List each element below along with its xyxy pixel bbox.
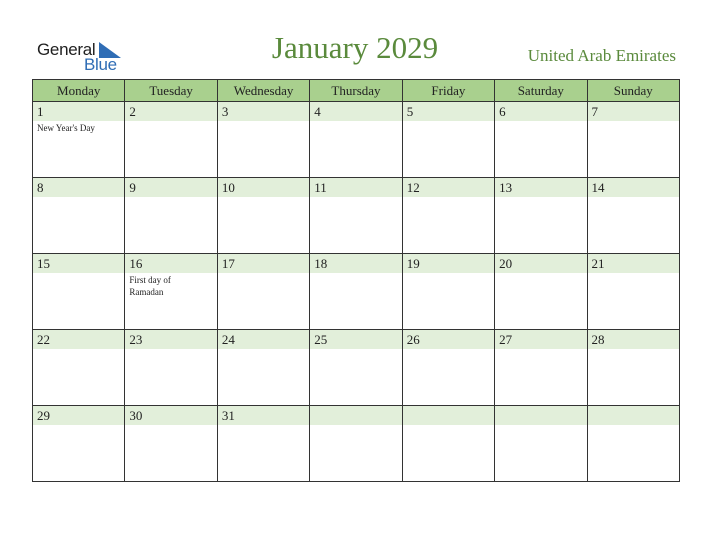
day-cell bbox=[217, 254, 309, 330]
holiday-label: First day of Ramadan bbox=[129, 275, 171, 297]
day-number: 22 bbox=[33, 330, 124, 349]
day-number: 11 bbox=[310, 178, 401, 197]
day-cell-empty bbox=[310, 406, 402, 482]
country-name: United Arab Emirates bbox=[527, 46, 676, 65]
weekday-sunday: Sunday bbox=[587, 80, 679, 102]
week-row bbox=[33, 102, 680, 178]
day-number: 23 bbox=[125, 330, 216, 349]
day-number: 6 bbox=[495, 102, 586, 121]
day-number: 31 bbox=[218, 406, 309, 425]
day-number: 12 bbox=[403, 178, 494, 197]
day-cell bbox=[402, 102, 494, 178]
weekday-wednesday: Wednesday bbox=[217, 80, 309, 102]
weekday-tuesday: Tuesday bbox=[125, 80, 217, 102]
day-number: 13 bbox=[495, 178, 586, 197]
day-number: 9 bbox=[125, 178, 216, 197]
day-cell bbox=[587, 330, 679, 406]
day-number: 2 bbox=[125, 102, 216, 121]
day-cell bbox=[587, 178, 679, 254]
holiday-label: New Year's Day bbox=[37, 123, 95, 133]
day-number: 3 bbox=[218, 102, 309, 121]
day-cell bbox=[33, 178, 125, 254]
day-cell bbox=[587, 102, 679, 178]
day-number: 7 bbox=[588, 102, 679, 121]
day-number: 21 bbox=[588, 254, 679, 273]
day-cell bbox=[125, 178, 217, 254]
calendar-title: January 2029 bbox=[271, 30, 439, 65]
day-cell bbox=[217, 330, 309, 406]
day-cell bbox=[125, 406, 217, 482]
day-number: 14 bbox=[588, 178, 679, 197]
week-row bbox=[33, 406, 680, 482]
day-number: 20 bbox=[495, 254, 586, 273]
weekday-monday: Monday bbox=[33, 80, 125, 102]
brand-name-blue: Blue bbox=[84, 55, 117, 74]
day-number bbox=[588, 406, 679, 425]
day-cell bbox=[125, 102, 217, 178]
weekday-thursday: Thursday bbox=[310, 80, 402, 102]
day-number: 24 bbox=[218, 330, 309, 349]
day-number: 26 bbox=[403, 330, 494, 349]
day-number: 1 bbox=[33, 102, 124, 121]
day-cell bbox=[33, 406, 125, 482]
day-cell bbox=[217, 102, 309, 178]
weekday-header-row bbox=[33, 80, 680, 102]
week-row bbox=[33, 330, 680, 406]
day-cell bbox=[402, 178, 494, 254]
day-cell bbox=[33, 254, 125, 330]
day-cell bbox=[587, 254, 679, 330]
day-number: 19 bbox=[403, 254, 494, 273]
day-cell bbox=[495, 102, 587, 178]
calendar-grid bbox=[32, 79, 680, 482]
day-number: 25 bbox=[310, 330, 401, 349]
day-cell bbox=[33, 330, 125, 406]
day-number bbox=[495, 406, 586, 425]
day-cell bbox=[217, 406, 309, 482]
day-number: 4 bbox=[310, 102, 401, 121]
day-cell-empty bbox=[587, 406, 679, 482]
day-cell bbox=[125, 254, 217, 330]
day-number: 28 bbox=[588, 330, 679, 349]
day-number bbox=[310, 406, 401, 425]
week-row bbox=[33, 178, 680, 254]
day-number: 16 bbox=[125, 254, 216, 273]
weekday-saturday: Saturday bbox=[495, 80, 587, 102]
day-number bbox=[403, 406, 494, 425]
day-cell bbox=[495, 178, 587, 254]
day-cell-empty bbox=[495, 406, 587, 482]
day-cell bbox=[217, 178, 309, 254]
day-cell bbox=[402, 254, 494, 330]
day-cell bbox=[310, 330, 402, 406]
brand-logo bbox=[37, 40, 137, 74]
day-cell bbox=[33, 102, 125, 178]
day-cell bbox=[125, 330, 217, 406]
day-number: 17 bbox=[218, 254, 309, 273]
day-cell bbox=[310, 102, 402, 178]
weekday-friday: Friday bbox=[402, 80, 494, 102]
day-number: 30 bbox=[125, 406, 216, 425]
day-number: 15 bbox=[33, 254, 124, 273]
day-number: 27 bbox=[495, 330, 586, 349]
day-cell bbox=[495, 330, 587, 406]
day-number: 29 bbox=[33, 406, 124, 425]
day-cell bbox=[310, 254, 402, 330]
day-number: 8 bbox=[33, 178, 124, 197]
day-cell bbox=[402, 330, 494, 406]
day-cell bbox=[495, 254, 587, 330]
week-row bbox=[33, 254, 680, 330]
day-number: 18 bbox=[310, 254, 401, 273]
day-number: 10 bbox=[218, 178, 309, 197]
day-cell-empty bbox=[402, 406, 494, 482]
brand-name-general: General bbox=[37, 40, 96, 59]
day-number: 5 bbox=[403, 102, 494, 121]
day-cell bbox=[310, 178, 402, 254]
